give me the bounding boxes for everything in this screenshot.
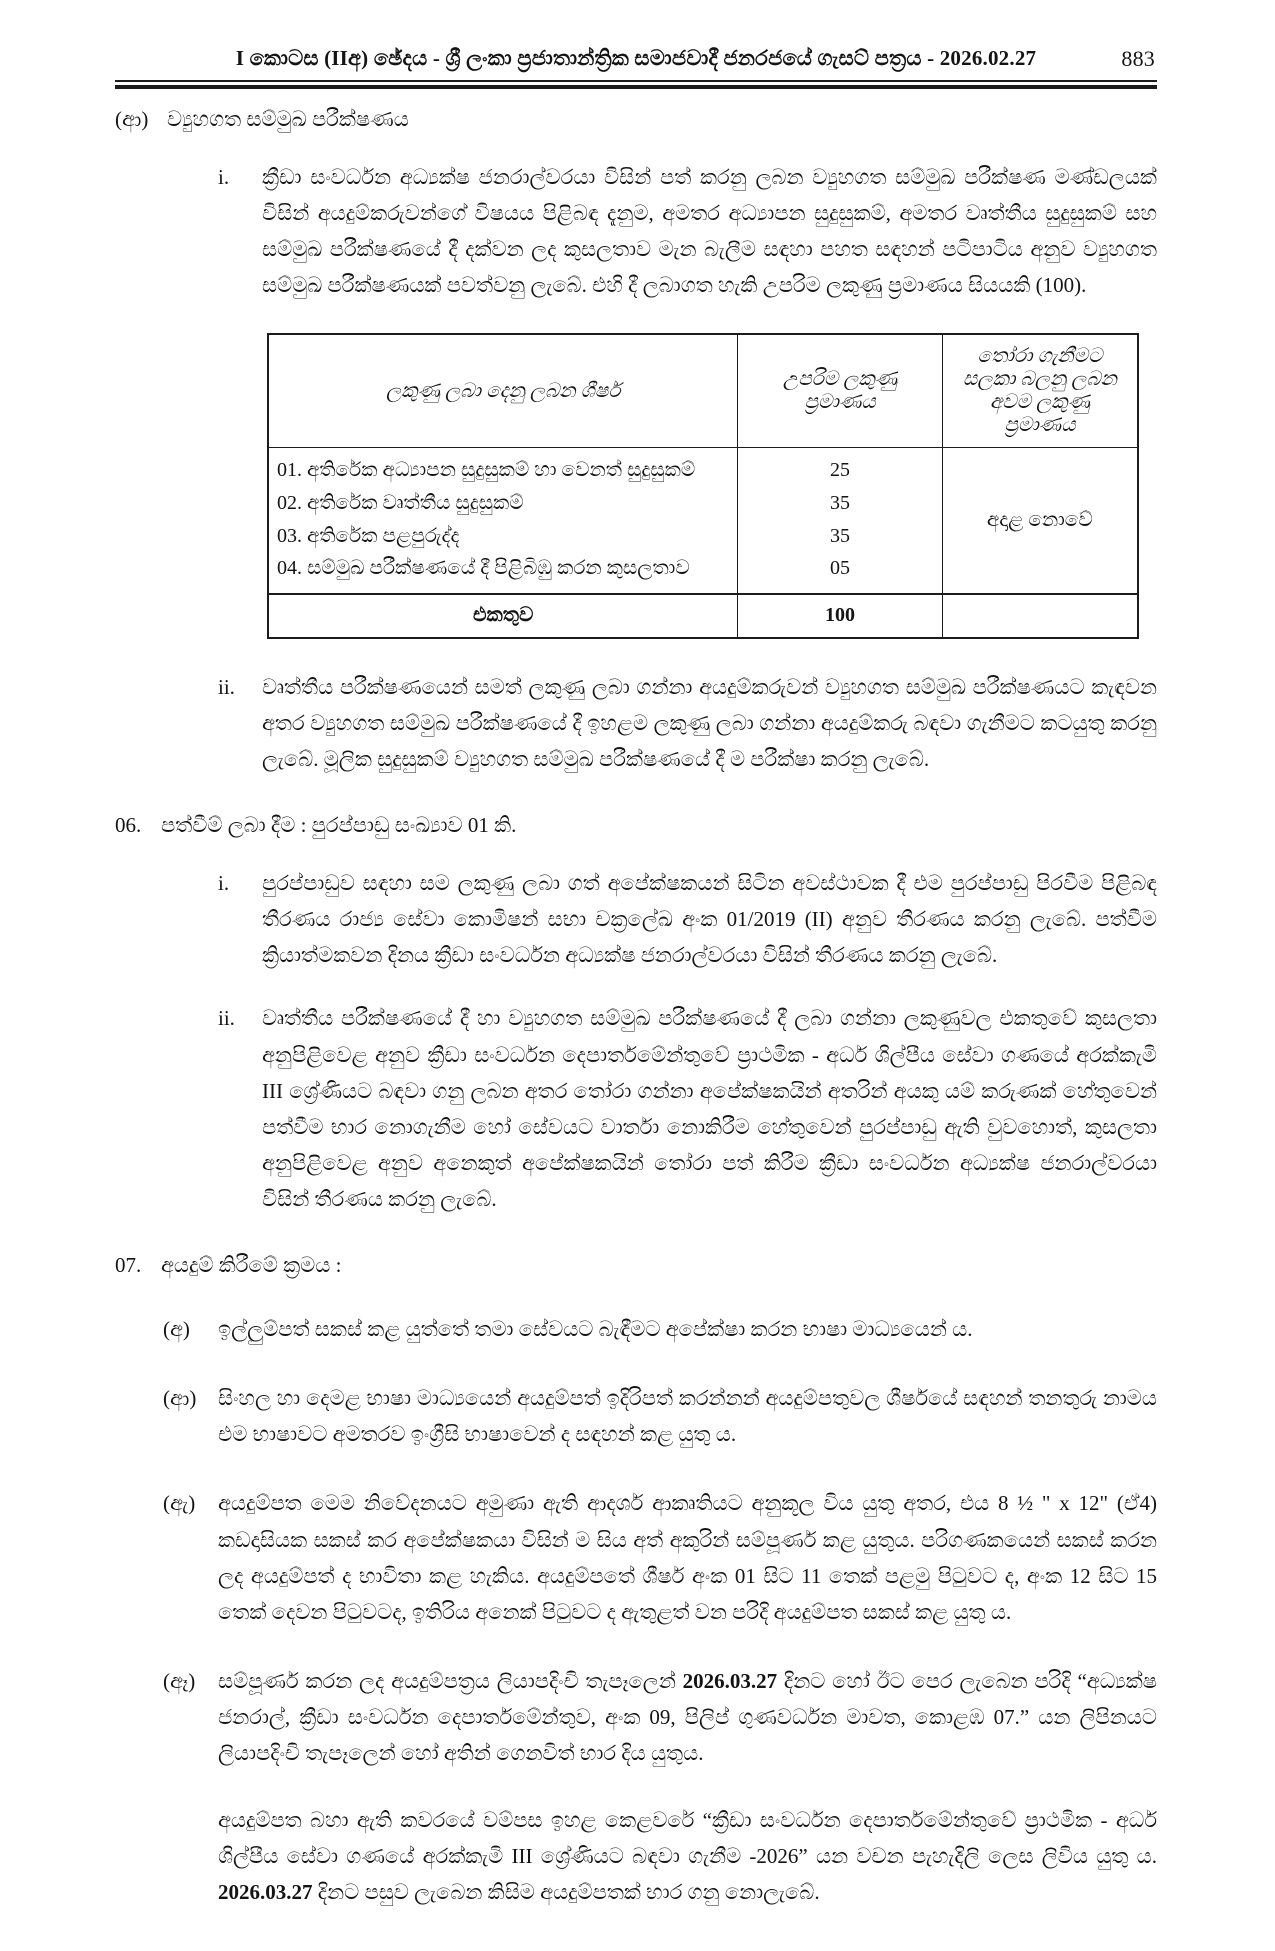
- header-rule-thick: [115, 85, 1157, 89]
- section-07-item-ae-text: අයදුම්පත මෙම නිවේදනයට අමුණා ඇති ආදර්ශ ආකෘතියට අනුකූල විය යුතු අතර, එය 8 ½ " x 12" (ඒ4) කඩදාසියක සකස් කර අපේක්ෂකයා විසින් ම සිය අත් අකුරින් සම්පූර්ණ කළ යුතුය. පරිගණකයෙන් සකස් කරන ලද අයදුම්පත් ද භාවිතා කළ හැකිය. අයදුම්පතේ ශීර්ෂ අංක 01 සිට 11 තෙක් පළමු පිටුවට ද, අංක 12 සිට 15 තෙක් දෙවන පිටුවටද, ඉතිරිය අනෙක් පිටුවට ද ඇතුළත් වන පරිදි අයදුම්පත සකස් කළ යුතු ය.: [218, 1491, 1157, 1624]
- section-06-item-i: [218, 865, 1157, 973]
- section-structured-interview: [115, 107, 1157, 777]
- table-header-subjects: ලකුණු ලබා දෙනු ලබන ශීර්ෂ: [268, 334, 738, 448]
- header-rule-thin: [115, 80, 1157, 82]
- section-a-title: ව්‍යුහගත සම්මුඛ පරීක්ෂණය: [167, 107, 409, 131]
- max-marks-3: 35: [830, 524, 851, 547]
- subject-row-2: 02. අතිරේක වෘත්තීය සුදුසුකම්: [277, 492, 524, 515]
- section-06-heading: පත්වීම් ලබා දීම : පුරප්පාඩු සංඛ්‍යාව 01 කි.: [161, 813, 517, 838]
- section-07-item-aa-text: සිංහල හා දෙමළ භාෂා මාධ්‍යයෙන් අයදුම්පත් ඉදිරිපත් කරන්නන් අයදුම්පතුවල ශීර්ෂයේ සඳහන් තනතුරු නාමය එම භාෂාවට අමතරව ඉංග්‍රීසි භාෂාවෙන් ද සඳහන් කළ යුතු ය.: [218, 1386, 1157, 1447]
- section-07-item-ae: [163, 1485, 1157, 1629]
- letter-marker-ae: (ඇ): [163, 1491, 196, 1516]
- marks-table: [267, 333, 1139, 638]
- letter-marker-a: (අ): [163, 1317, 190, 1342]
- closing-deadline-date: 2026.03.27: [682, 1668, 778, 1693]
- max-marks-cell: [738, 448, 942, 594]
- total-empty-cell: [942, 594, 1138, 638]
- table-body-row: [268, 448, 1138, 594]
- aee-text-after-date: දිනට හෝ ඊට පෙර ලැබෙන පරිදි “අධ්‍යක්ෂ ජනරාල්, ක්‍රීඩා සංවර්ධන දෙපාර්තමේන්තුව, අංක 09, පිලිප් ගුණවර්ධන මාවත, කොළඹ 07.” යන ලිපිනයට ලියාපදිංචි තැපෑලෙන් හෝ අතින් ගෙනවිත් භාර දිය යුතුය.: [218, 1668, 1157, 1766]
- letter-marker-aee: (ඈ): [163, 1668, 196, 1693]
- closing-paragraph: [218, 1802, 1157, 1910]
- interview-item-ii: [218, 669, 1157, 777]
- section-07-item-a-text: ඉල්ලුම්පත් සකස් කළ යුත්තේ තමා සේවයට බැඳීමට අපේක්ෂා කරන භාෂා මාධ්‍යයෙන් ය.: [218, 1317, 973, 1342]
- header-row: [115, 46, 1157, 71]
- section-07-application-method: [115, 1253, 1157, 1910]
- section-06-item-ii-text: වෘත්තීය පරීක්ෂණයේ දී හා ව්‍යුහගත සම්මුඛ පරීක්ෂණයේ දී ලබා ගන්නා ලකුණුවල එකතුවේ කුසලතා අනුපිළිවෙළ අනුව ක්‍රීඩා සංවර්ධන දෙපාර්තමේන්තුවේ ප්‍රාථමික - අර්ධ ශිල්පීය සේවා ගණයේ අරක්කැමි III ශ්‍රේණියට බඳවා ගනු ලබන අතර තෝරා ගන්නා අපේක්ෂකයින් අතරින් අයකු යම් කරුණක් හේතුවෙන් පත්වීම භාර නොගැනීම හෝ සේවයට වාර්තා නොකිරීම හේතුවෙන් පුරප්පාඩු ඇති වුවහොත්, කුසලතා අනුපිළිවෙළ අනුව අනෙකුත් අපේක්ෂකයින් තෝරා පත් කිරීම ක්‍රීඩා සංවර්ධන අධ්‍යක්ෂ ජනරාල්වරයා විසින් තීරණය කරනු ලැබේ.: [262, 1006, 1157, 1212]
- closing-paragraph-text: [218, 1802, 1157, 1910]
- roman-marker-i: i.: [218, 165, 230, 189]
- roman-marker-ii: ii.: [218, 674, 235, 699]
- section-07-item-aa: [163, 1380, 1157, 1452]
- subject-row-3: 03. අතිරේක පළපුරුද්ද: [277, 524, 460, 547]
- section-07-item-a: [163, 1311, 1157, 1347]
- section-06-item-ii: [218, 1000, 1157, 1217]
- header-title: I කොටස (IIඅ) ඡේදය - ශ්‍රී ලංකා ප්‍රජාතාන්ත්‍රික සමාජවාදී ජනරජයේ ගැසට් පත්‍රය - 2026.02.27: [235, 46, 1037, 70]
- section-07-item-aee-text: [218, 1663, 1157, 1771]
- closing-text-after-date: දිනට පසුව ලැබෙන කිසිම අයදුම්පතක් භාර ගනු නොලැබේ.: [312, 1880, 820, 1905]
- table-header-min-marks: තෝරා ගැනීමට සලකා බලනු ලබන අවම ලකුණු ප්‍රමාණය: [942, 334, 1138, 448]
- section-a-heading: [115, 107, 1157, 132]
- section-07-item-aee: [163, 1663, 1157, 1771]
- subjects-cell: [268, 448, 738, 594]
- table-header-max-marks: උපරිම ලකුණු ප්‍රමාණය: [738, 334, 942, 448]
- interview-item-i-text: ක්‍රීඩා සංවර්ධන අධ්‍යක්ෂ ජනරාල්වරයා විසින් පත් කරනු ලබන ව්‍යුහගත සම්මුඛ පරීක්ෂණ මණ්ඩලයක් විසින් අයදුම්කරුවන්ගේ විෂයය පිළිබඳ දැනුම, අමතර අධ්‍යාපන සුදුසුකම්, අමතර වෘත්තීය සුදුසුකම් සහ සම්මුඛ පරීක්ෂණයේ දී දක්වන ලද කුසලතාව මැන බැලීම සඳහා පහත සඳහන් පටිපාටිය අනුව ව්‍යුහගත සම්මුඛ පරීක්ෂණයක් පවත්වනු ලැබේ. එහි දී ලබාගත හැකි උපරිම ලකුණු ප්‍රමාණය සියයකි (100).: [262, 165, 1157, 298]
- table-total-row: [268, 594, 1138, 638]
- section-07-number: 07.: [115, 1253, 142, 1278]
- total-value-cell: 100: [738, 594, 942, 638]
- closing-text-before-date: අයදුම්පත බහා ඇති කවරයේ වම්පස ඉහළ කෙළවරේ “ක්‍රීඩා සංවර්ධන දෙපාර්තමේන්තුවේ ප්‍රාථමික - අර්ධ ශිල්පීය සේවා ගණයේ අරක්කැමි III ශ්‍රේණියට බඳවා ගැනීම -2026” යන වචන පැහැදිලි ලෙස ලිවිය යුතු ය.: [218, 1808, 1157, 1869]
- closing-final-date: 2026.03.27: [218, 1880, 313, 1905]
- total-label-cell: එකතුව: [268, 594, 738, 638]
- section-a-label: (ආ): [115, 107, 149, 131]
- table-header-row: [268, 334, 1138, 448]
- max-marks-1: 25: [830, 459, 851, 482]
- interview-item-ii-text: වෘත්තීය පරීක්ෂණයෙන් සමත් ලකුණු ලබා ගන්නා අයදුම්කරුවන් ව්‍යුහගත සම්මුඛ පරීක්ෂණයට කැඳවන අතර ව්‍යුහගත සම්මුඛ පරීක්ෂණයේ දී ඉහළම ලකුණු ලබා ගන්නා අයදුම්කරු බඳවා ගැනීමට කටයුතු කරනු ලැබේ. මූලික සුදුසුකම් ව්‍යුහගත සම්මුඛ පරීක්ෂණයේ දී ම පරීක්ෂා කරනු ලැබේ.: [262, 674, 1157, 772]
- max-marks-2: 35: [830, 492, 851, 515]
- max-marks-4: 05: [830, 557, 851, 580]
- section-07-heading-row: [115, 1253, 1157, 1278]
- section-06-number: 06.: [115, 813, 142, 838]
- letter-marker-aa: (ආ): [163, 1386, 197, 1411]
- s06-roman-marker-i: i.: [218, 871, 230, 896]
- page-header: [115, 46, 1157, 89]
- aee-text-before-date: සම්පූර්ණ කරන ලද අයදුම්පත්‍රය ලියාපදිංචි තැපෑලෙන්: [218, 1668, 683, 1693]
- subject-row-4: 04. සම්මුඛ පරීක්ෂණයේ දී පිළිබිඹු කරන කුසලතාව: [277, 557, 690, 580]
- min-marks-note-cell: [942, 448, 1138, 594]
- section-06-item-i-text: පුරප්පාඩුව සඳහා සම ලකුණු ලබා ගත් අපේක්ෂකයන් සිටින අවස්ථාවක දී එම පුරප්පාඩු පිරවීම පිළිබඳ තීරණය රාජ්‍ය සේවා කොමිෂන් සභා චක්‍රලේඛ අංක 01/2019 (II) අනුව තීරණය කරනු ලැබේ. පත්වීම ක්‍රියාත්මකවන දිනය ක්‍රීඩා සංවර්ධන අධ්‍යක්ෂ ජනරාල්වරයා විසින් තීරණය කරනු ලැබේ.: [262, 871, 1157, 968]
- s06-roman-marker-ii: ii.: [218, 1006, 235, 1031]
- interview-item-i: [218, 159, 1157, 303]
- page-number: 883: [1121, 46, 1155, 71]
- subject-row-1: 01. අතිරේක අධ්‍යාපන සුදුසුකම් හා වෙනත් සුදුසුකම්: [277, 459, 696, 482]
- section-06-appointment: [115, 813, 1157, 1217]
- section-07-heading: අයදුම් කිරීමේ ක්‍රමය :: [161, 1253, 342, 1278]
- min-marks-note: අදාළ නොවේ: [986, 509, 1093, 532]
- section-06-heading-row: [115, 813, 1157, 838]
